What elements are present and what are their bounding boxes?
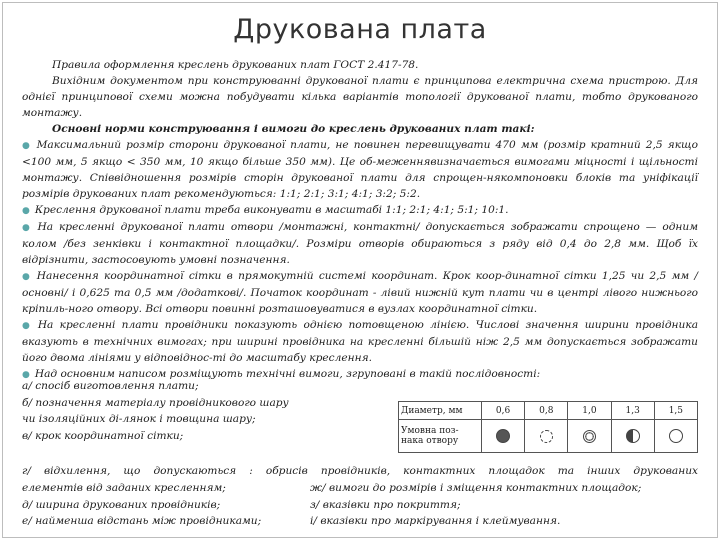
- table-cell-symbol: [611, 420, 654, 453]
- list-item: ж/ вимоги до розмірів і зміщення контактних площадок;: [310, 482, 642, 494]
- bullet-text: Креслення друкованої плати треба виконувати в масштабі 1:1; 2:1; 4:1; 5:1; 10:1.: [34, 204, 509, 216]
- list-item-g-left: г/ відхилення, що допускаються : обрисів: [22, 465, 308, 477]
- table-cell-diameter: 1,3: [611, 402, 654, 420]
- table-cell-symbol: [568, 420, 611, 453]
- list-item: е/ найменша відстань між провідниками;: [22, 515, 262, 527]
- bullet-text: Нанесення координатної сітки в прямокутній системі координат. Крок коор-динатної сітки 1,25 чи 2,5 мм /основні/ і 0,625 та 0,5 мм /додаткові/. Початок координат - лівий нижній кут плати чи в центрі лівого нижнього кріпиль-ного отвору. Всі отвори повинні розташовуватися в вузлах координатної сітки.: [22, 270, 698, 315]
- bullet-conductors: [22, 317, 698, 366]
- hole-symbol-icon: [626, 429, 640, 443]
- table-header-diameter: Диаметр, мм: [399, 402, 482, 420]
- list-item: чи ізоляційних ді-лянок і товщина шару;: [22, 413, 256, 425]
- hole-symbol-icon: [669, 429, 683, 443]
- table-cell-diameter: 1,0: [568, 402, 611, 420]
- paragraph-standard: Правила оформлення креслень друкованих плат ГОСТ 2.417-78.: [52, 59, 419, 71]
- table-cell-diameter: 0,6: [482, 402, 525, 420]
- list-item: а/ спосіб виготовлення плати;: [22, 380, 199, 392]
- paragraph-norms-heading: Основні норми конструювання і вимоги до креслень друкованих плат такі:: [52, 123, 535, 135]
- table-cell-symbol: [525, 420, 568, 453]
- hole-symbol-table: [398, 401, 698, 453]
- bullet-grid: [22, 268, 698, 317]
- bullet-text: На кресленні друкованої плати отвори /монтажні, контактні/ допускається зображати спрощено — одним колом /без зенківки і контактної площадки/. Розміри отворів обираються з ряду від 0,4 до 2,8 мм. Щоб їх відрізнити, застосовують умовні позначення.: [22, 221, 699, 266]
- table-cell-symbol: [654, 420, 697, 453]
- table-cell-symbol: [482, 420, 525, 453]
- requirements-list-bottom-right: [310, 480, 690, 530]
- list-item: в/ крок координатної сітки;: [22, 429, 184, 442]
- slide-title: Друкована плата: [233, 14, 487, 45]
- list-item-g: [22, 463, 698, 479]
- table-header-symbol: Умовна поз-нака отвору: [399, 420, 482, 453]
- bullet-text: Над основним написом розміщують технічні вимоги, згруповані в такій послідовності:: [34, 368, 541, 380]
- requirements-list-bottom-left: [22, 480, 312, 530]
- list-item-g-right: провідників, контактних площадок та інших друкованих: [320, 465, 698, 477]
- table-cell-diameter: 0,8: [525, 402, 568, 420]
- list-item: елементів від заданих кресленням;: [22, 482, 226, 494]
- list-item: б/ позначення матеріалу провідникового шару: [22, 396, 289, 409]
- requirements-list-left: [22, 378, 342, 444]
- paragraph-intro: Вихідним документом при конструюванні друкованої плати є принципова електрична схема пристрою. Для однієї принципової схеми можна побудувати кілька варіантів топології друкованої плати, тобто друкованого монтажу.: [22, 75, 698, 119]
- hole-symbol-icon: [583, 430, 596, 443]
- hole-symbol-icon: [540, 430, 553, 443]
- list-item: д/ ширина друкованих провідників;: [22, 498, 221, 511]
- bullet-scale: [22, 202, 698, 219]
- hole-symbol-icon: [496, 429, 510, 443]
- bullet-max-size: [22, 137, 698, 202]
- bullet-holes: [22, 219, 698, 268]
- list-item: з/ вказівки про покриття;: [310, 498, 461, 511]
- bullet-text: На кресленні плати провідники показують однією потовщеною лінією. Числові значення ширини провідника вказують в технічних вимогах; при ширині провідника на кресленні більшій ніж 2,5 мм допускається зображати його двома лініями у відповіднос-ті до масштабу креслення.: [22, 319, 699, 364]
- table-cell-diameter: 1,5: [654, 402, 697, 420]
- table-row-symbol: [399, 420, 698, 453]
- table-row-diameter: [399, 402, 698, 420]
- text-body: [22, 57, 698, 383]
- bullet-text: Максимальний розмір сторони друкованої плати, не повинен перевищувати 470 мм (розмір кратний 2,5 якщо <100 мм, 5 якщо < 350 мм, 10 якщо більше 350 мм). Це об-меженнявизначається вимогами міцності і щільності монтажу. Співвідношення розмірів сторін друкованої плати для спрощен-някомпоновки блоків та уніфікації розмірів друкованих плат рекомендуються: 1:1; 2:1; 3:1; 4:1; 3:2; 5:2.: [22, 139, 699, 200]
- list-item: і/ вказівки про маркірування і клеймування.: [310, 515, 561, 527]
